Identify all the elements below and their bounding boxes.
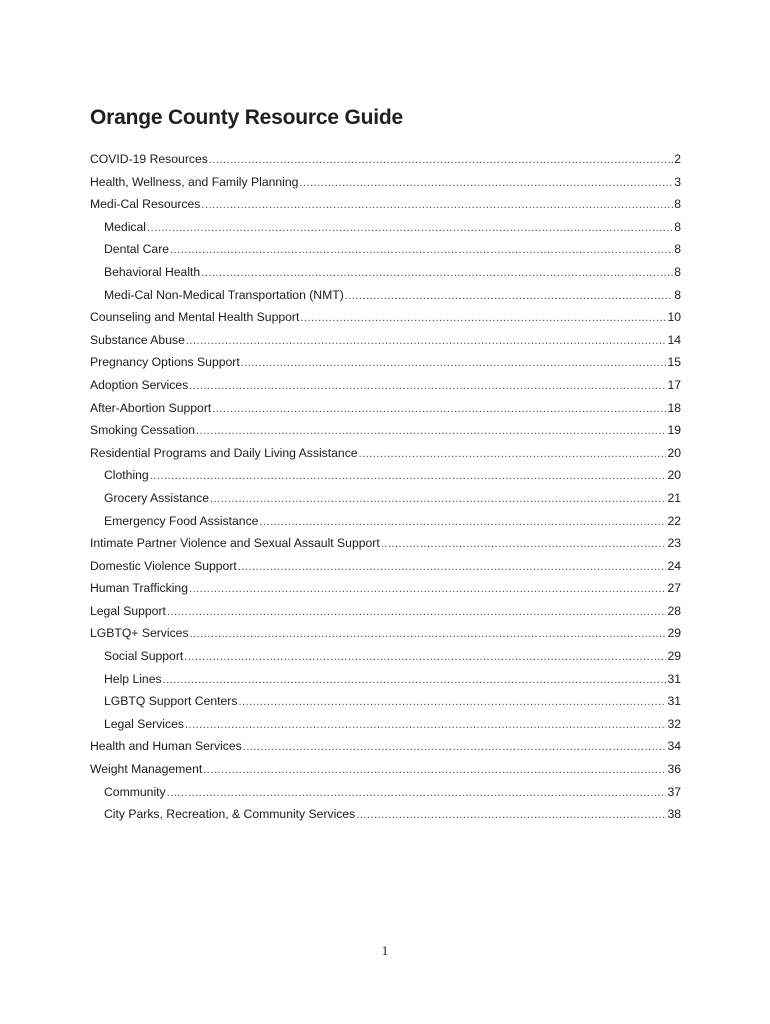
toc-dot-leader (300, 307, 666, 330)
table-of-contents (90, 148, 681, 826)
toc-entry-label: Intimate Partner Violence and Sexual Assault Support (90, 536, 380, 551)
toc-entry-page: 20 (667, 445, 681, 460)
toc-entry[interactable] (90, 351, 681, 374)
toc-dot-leader (259, 511, 666, 534)
toc-entry-label: Dental Care (104, 242, 170, 257)
toc-entry-page: 17 (667, 377, 681, 392)
toc-entry-label: Residential Programs and Daily Living Assistance (90, 445, 358, 460)
toc-dot-leader (201, 194, 673, 217)
toc-entry-page: 38 (667, 807, 681, 822)
toc-entry[interactable] (90, 329, 681, 352)
toc-entry[interactable] (90, 193, 681, 216)
toc-entry-page: 8 (674, 219, 681, 234)
toc-entry-page: 24 (667, 558, 681, 573)
toc-entry-label: Grocery Assistance (104, 490, 209, 505)
toc-dot-leader (196, 420, 666, 443)
toc-entry[interactable] (90, 238, 681, 261)
toc-entry[interactable] (90, 532, 681, 555)
toc-entry[interactable] (90, 622, 681, 645)
toc-dot-leader (345, 285, 673, 308)
toc-entry[interactable] (90, 555, 681, 578)
toc-entry-label: Counseling and Mental Health Support (90, 310, 300, 325)
toc-dot-leader (167, 782, 667, 805)
toc-entry-label: Health, Wellness, and Family Planning (90, 174, 299, 189)
toc-dot-leader (150, 465, 667, 488)
toc-dot-leader (185, 714, 666, 737)
toc-entry[interactable] (90, 510, 681, 533)
toc-dot-leader (184, 646, 666, 669)
toc-entry[interactable] (90, 758, 681, 781)
toc-entry[interactable] (90, 397, 681, 420)
toc-entry-label: COVID-19 Resources (90, 152, 208, 166)
toc-entry-label: Smoking Cessation (90, 423, 195, 438)
toc-entry-page: 27 (667, 581, 681, 596)
toc-entry[interactable] (90, 600, 681, 623)
toc-entry-label: Emergency Food Assistance (104, 513, 259, 528)
toc-entry[interactable] (90, 216, 681, 239)
toc-entry-page: 36 (667, 762, 681, 777)
toc-entry-page: 2 (674, 152, 681, 166)
toc-entry-label: City Parks, Recreation, & Community Services (104, 807, 356, 822)
toc-entry-page: 8 (674, 242, 681, 257)
toc-entry-page: 23 (667, 536, 681, 551)
page-number: 1 (381, 943, 389, 958)
toc-entry-label: LGBTQ+ Services (90, 626, 189, 641)
toc-dot-leader (167, 601, 667, 624)
toc-entry[interactable] (90, 645, 681, 668)
toc-entry[interactable] (90, 306, 681, 329)
toc-entry-page: 15 (667, 355, 681, 370)
toc-dot-leader (359, 443, 667, 466)
toc-entry[interactable] (90, 713, 681, 736)
toc-entry-label: LGBTQ Support Centers (104, 694, 238, 709)
toc-entry-label: Clothing (104, 468, 149, 483)
toc-entry-page: 37 (667, 784, 681, 799)
toc-entry[interactable] (90, 577, 681, 600)
toc-entry-label: Adoption Services (90, 377, 189, 392)
toc-entry[interactable] (90, 464, 681, 487)
toc-entry-label: Medi-Cal Resources (90, 197, 201, 212)
toc-entry-label: Legal Support (90, 603, 166, 618)
toc-entry-label: After-Abortion Support (90, 400, 212, 415)
toc-entry-page: 14 (667, 332, 681, 347)
toc-dot-leader (241, 352, 667, 375)
toc-entry-label: Domestic Violence Support (90, 558, 237, 573)
toc-entry-page: 31 (667, 671, 681, 686)
toc-entry[interactable] (90, 374, 681, 397)
toc-entry-page: 19 (667, 423, 681, 438)
toc-entry-page: 32 (667, 716, 681, 731)
toc-dot-leader (170, 239, 673, 262)
toc-dot-leader (163, 669, 667, 692)
toc-entry-label: Weight Management (90, 762, 203, 777)
toc-entry[interactable] (90, 690, 681, 713)
toc-dot-leader (203, 759, 666, 782)
toc-entry-label: Legal Services (104, 716, 184, 731)
toc-dot-leader (189, 578, 666, 601)
toc-entry-page: 8 (674, 264, 681, 279)
toc-dot-leader (201, 262, 673, 285)
toc-dot-leader (238, 691, 666, 714)
toc-dot-leader (147, 217, 673, 240)
toc-entry-page: 21 (667, 490, 681, 505)
toc-entry-page: 29 (667, 649, 681, 664)
toc-entry-label: Social Support (104, 649, 184, 664)
toc-dot-leader (299, 172, 673, 195)
toc-dot-leader (210, 488, 666, 511)
document-title: Orange County Resource Guide (90, 106, 403, 130)
toc-dot-leader (356, 804, 666, 827)
toc-entry[interactable] (90, 284, 681, 307)
toc-dot-leader (238, 556, 667, 579)
toc-entry-label: Medical (104, 219, 146, 234)
toc-entry[interactable] (90, 803, 681, 826)
toc-entry-page: 28 (667, 603, 681, 618)
toc-entry-page: 20 (667, 468, 681, 483)
toc-entry-page: 31 (667, 694, 681, 709)
toc-entry[interactable] (90, 668, 681, 691)
toc-entry[interactable] (90, 171, 681, 194)
toc-entry[interactable] (90, 487, 681, 510)
toc-dot-leader (209, 149, 673, 172)
toc-entry-page: 8 (674, 197, 681, 212)
toc-entry-label: Health and Human Services (90, 739, 242, 754)
toc-entry-page: 8 (674, 287, 681, 302)
toc-entry-label: Medi-Cal Non-Medical Transportation (NMT) (104, 287, 344, 302)
toc-entry[interactable] (90, 148, 681, 171)
toc-dot-leader (186, 330, 667, 353)
toc-entry[interactable] (90, 442, 681, 465)
toc-entry-label: Behavioral Health (104, 264, 201, 279)
toc-entry-label: Community (104, 784, 166, 799)
toc-entry-page: 3 (674, 174, 681, 189)
toc-entry-label: Help Lines (104, 671, 162, 686)
toc-entry[interactable] (90, 261, 681, 284)
toc-dot-leader (190, 623, 667, 646)
toc-entry-page: 18 (667, 400, 681, 415)
toc-entry-label: Human Trafficking (90, 581, 188, 596)
toc-dot-leader (189, 375, 666, 398)
toc-dot-leader (212, 398, 666, 421)
toc-entry-page: 34 (667, 739, 681, 754)
toc-dot-leader (381, 533, 667, 556)
toc-entry-label: Substance Abuse (90, 332, 185, 347)
toc-entry[interactable] (90, 735, 681, 758)
toc-dot-leader (243, 736, 667, 759)
toc-entry[interactable] (90, 419, 681, 442)
toc-entry[interactable] (90, 781, 681, 804)
toc-entry-label: Pregnancy Options Support (90, 355, 240, 370)
toc-entry-page: 10 (667, 310, 681, 325)
toc-entry-page: 22 (667, 513, 681, 528)
toc-entry-page: 29 (667, 626, 681, 641)
